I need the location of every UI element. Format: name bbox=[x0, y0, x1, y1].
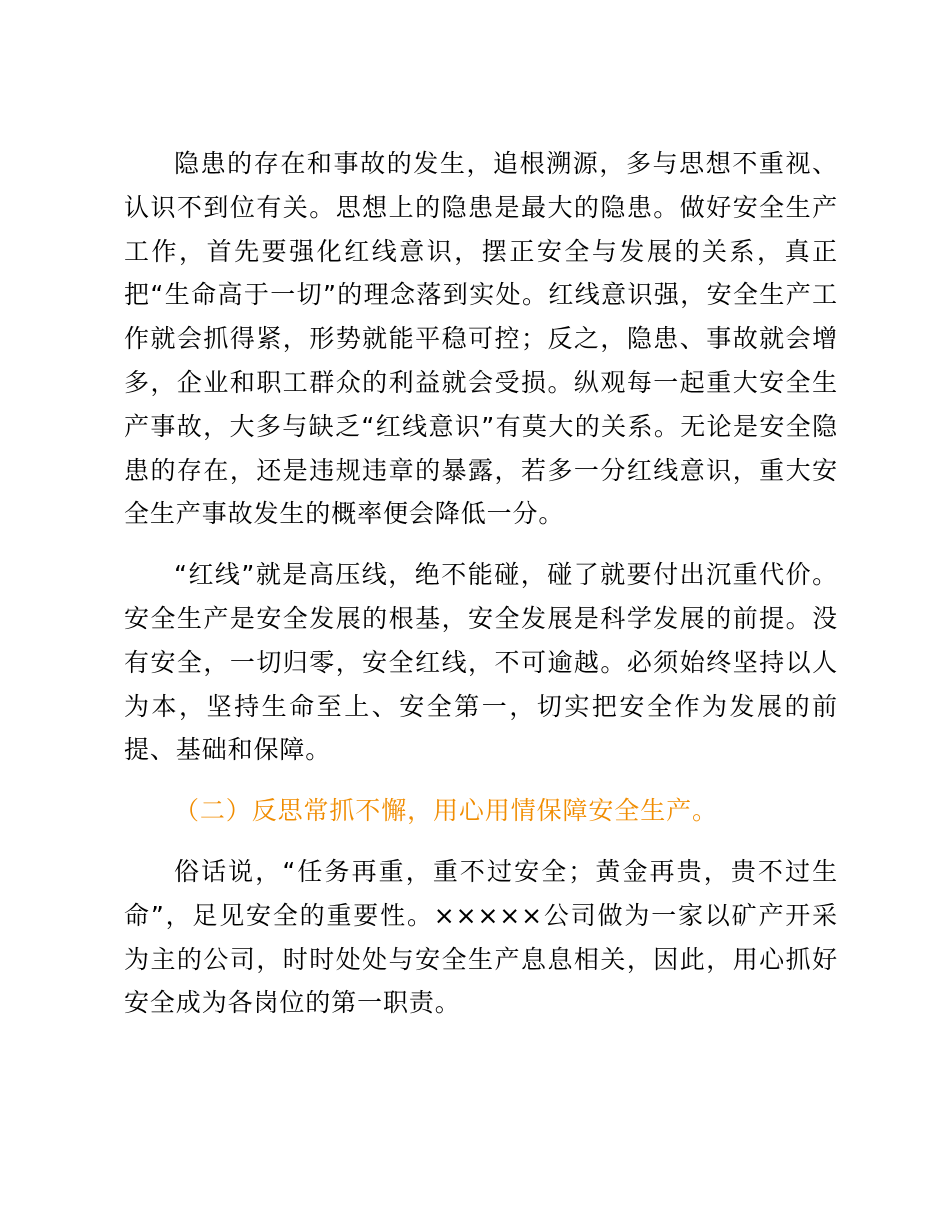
paragraph-red-line-awareness: 隐患的存在和事故的发生，追根溯源，多与思想不重视、认识不到位有关。思想上的隐患是最大的隐患。做好安全生产工作，首先要强化红线意识，摆正安全与发展的关系，真正把“生命高于一切”的理念落到实处。红线意识强，安全生产工作就会抓得紧，形势就能平稳可控；反之，隐患、事故就会增多，企业和职工群众的利益就会受损。纵观每一起重大安全生产事故，大多与缺乏“红线意识”有莫大的关系。无论是安全隐患的存在，还是违规违章的暴露，若多一分红线意识，重大安全生产事故发生的概率便会降低一分。 bbox=[124, 149, 838, 529]
section-heading: （二）反思常抓不懈，用心用情保障安全生产。 bbox=[174, 796, 718, 826]
paragraph-safety-importance: 俗话说，“任务再重，重不过安全；黄金再贵，贵不过生命”，足见安全的重要性。×××××公司做为一家以矿产开采为主的公司，时时处处与安全生产息息相关，因此，用心抓好安全成为各岗位的第一职责。 bbox=[124, 856, 838, 1018]
document-page bbox=[124, 142, 838, 1025]
paragraph-high-voltage-line: “红线”就是高压线，绝不能碰，碰了就要付出沉重代价。安全生产是安全发展的根基，安全发展是科学发展的前提。没有安全，一切归零，安全红线，不可逾越。必须始终坚持以人为本，坚持生命至上、安全第一，切实把安全作为发展的前提、基础和保障。 bbox=[124, 560, 838, 765]
